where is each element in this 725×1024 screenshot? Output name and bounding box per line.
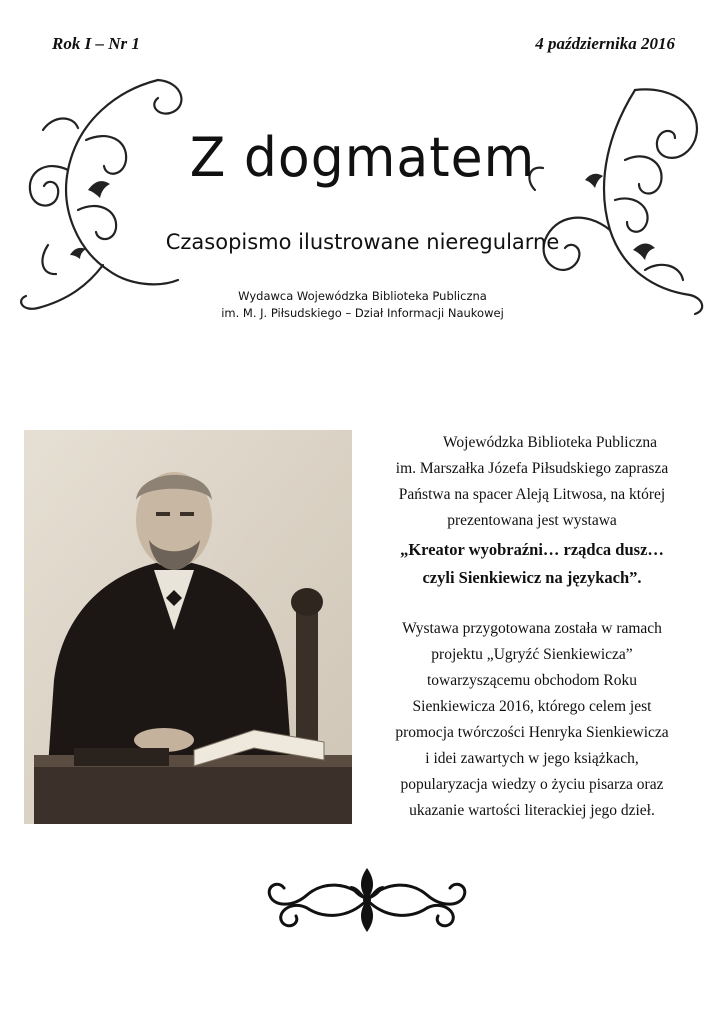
exhibition-headline	[362, 536, 702, 592]
text-line: Sienkiewicza 2016, którego celem jest	[412, 698, 652, 715]
issue-date: 4 października 2016	[535, 34, 675, 53]
text-line: i idei zawartych w jego książkach,	[425, 750, 639, 767]
text-line: Wystawa przygotowana została w ramach	[402, 620, 662, 637]
newspaper-subtitle: Czasopismo ilustrowane nieregularne	[165, 230, 560, 254]
text-line: ukazanie wartości literackiej jego dzieł.	[409, 802, 655, 819]
text-line: projektu „Ugryźć Sienkiewicza”	[431, 646, 633, 663]
headline-line: czyli Sienkiewicz na językach”.	[422, 568, 642, 587]
portrait-illustration	[24, 430, 352, 824]
text-line: popularyzacja wiedzy o życiu pisarza oraz	[400, 776, 664, 793]
article-text	[362, 430, 702, 824]
text-line: promocja twórczości Henryka Sienkiewicza	[395, 724, 669, 741]
publisher-line: Wydawca Wojewódzka Biblioteka Publiczna	[238, 289, 487, 303]
fleuron-divider-icon	[262, 860, 472, 940]
author-portrait	[24, 430, 352, 824]
text-line: Wojewódzka Biblioteka Publiczna	[443, 434, 657, 451]
intro-paragraph	[362, 430, 702, 534]
body-paragraph	[362, 616, 702, 824]
flourish-ornament-icon	[8, 70, 198, 320]
flourish-ornament-icon	[515, 70, 715, 325]
text-line: im. Marszałka Józefa Piłsudskiego zaprasza	[395, 460, 669, 477]
text-line: towarzyszącemu obchodom Roku	[426, 672, 638, 689]
publisher-info	[0, 288, 725, 322]
issue-number: Rok I – Nr 1	[52, 34, 140, 53]
publisher-line: im. M. J. Piłsudskiego – Dział Informacji Naukowej	[221, 306, 504, 320]
newspaper-title: Z dogmatem	[189, 126, 536, 190]
headline-line: „Kreator wyobraźni… rządca dusz…	[400, 540, 664, 559]
text-line: prezentowana jest wystawa	[447, 512, 617, 529]
text-line: Państwa na spacer Aleją Litwosa, na której	[398, 486, 666, 503]
